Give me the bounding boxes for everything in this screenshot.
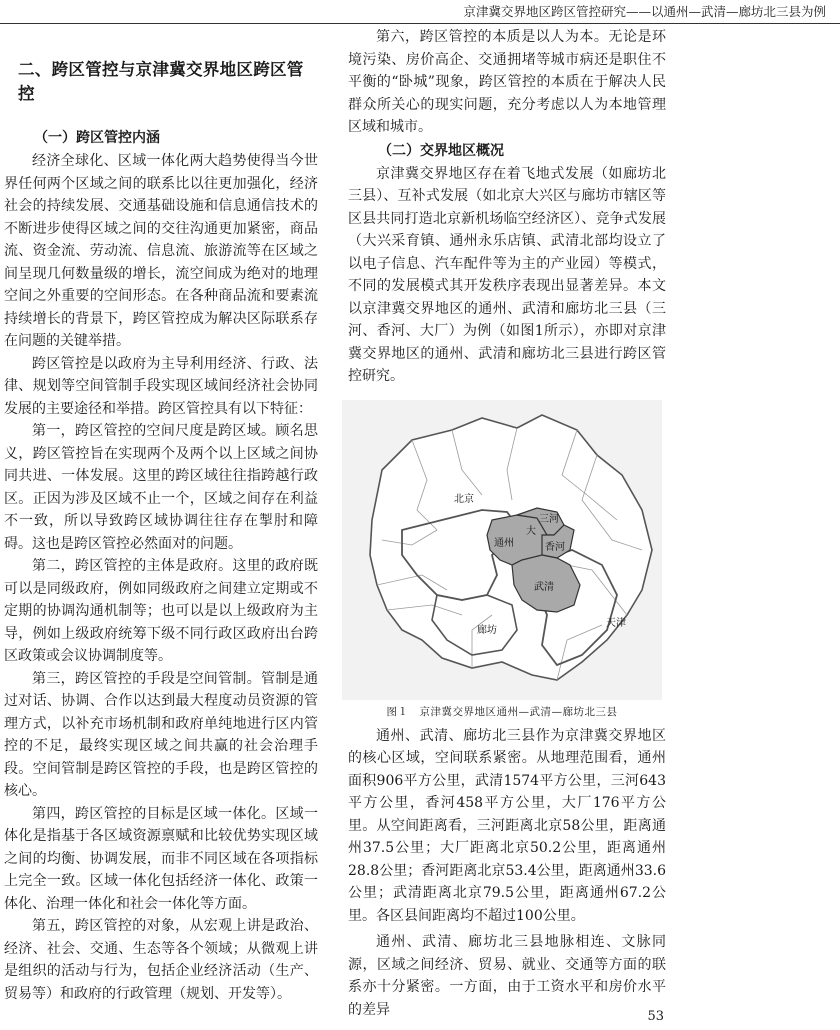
map-label-xianghe: 香河	[545, 541, 565, 553]
map-label-tianjin: 天津	[606, 617, 626, 629]
map-label-langfang: 廊坊	[477, 624, 497, 636]
paragraph: 京津冀交界地区存在着飞地式发展（如廊坊北三县）、互补式发展（如北京大兴区与廊坊市辖区等区县共同打造北京新机场临空经济区）、竞争式发展（大兴采育镇、通州永乐店镇、武清北部均设立了以电子信息、汽车配件等为主的产业园）等模式，不同的发展模式其开发秩序表现出显著差异。本文以京津冀交界地区的通州、武清和廊坊北三县（三河、香河、大厂）为例（如图1所示），亦即对京津冀交界地区的通州、武清和廊坊北三县进行跨区管控研究。	[348, 165, 666, 384]
paragraph: 通州、武清、廊坊北三县地脉相连、文脉同源，区域之间经济、贸易、就业、交通等方面的联系亦十分紧密。一方面，由于工资水平和房价水平的差异	[348, 934, 666, 1018]
paragraph: 第六，跨区管控的本质是以人为本。无论是环境污染、房价高企、交通拥堵等城市病还是职住不平衡的“卧城”现象，跨区管控的本质在于解决人民群众所关心的现实问题，充分考虑以人为本地管理区域和城市。	[348, 29, 666, 135]
paragraph: 第四，跨区管控的目标是区域一体化。区域一体化是指基于各区域资源禀赋和比较优势实现区域之间的均衡、协调发展，而非不同区域在各项指标上完全一致。区域一体化包括经济一体化、政策一体化、治理一体化和社会一体化等方面。	[4, 805, 318, 912]
map-svg	[342, 400, 662, 700]
running-title: 京津冀交界地区跨区管控研究——以通州—武清—廊坊北三县为例	[463, 4, 826, 19]
map-label-beijing: 北京	[454, 493, 474, 505]
paragraph: 第五，跨区管控的对象，从宏观上讲是政治、经济、社会、交通、生态等各个领域；从微观上讲是组织的活动与行为，包括企业经济活动（生产、贸易等）和政府的行政管理（规划、开发等）。	[4, 918, 318, 1002]
subsection-heading-1: （一）跨区管控内涵	[34, 130, 160, 146]
page-number: 53	[647, 1009, 664, 1024]
section-heading: 二、跨区管控与京津冀交界地区跨区管控	[18, 60, 304, 103]
paragraph: 通州、武清、廊坊北三县作为京津冀交界地区的核心区域，空间联系紧密。从地理范围看，通州面积906平方公里，武清1574平方公里，三河643平方公里，香河458平方公里，大厂176平方公里。从空间距离看，三河距离北京58公里，距离通州37.5公里；大厂距离北京50.2公里，距离通州28.8公里；香河距离北京53.4公里，距离通州33.6公里；武清距离北京79.5公里，距离通州67.2公里。各区县间距离均不超过100公里。	[348, 727, 666, 924]
map-label-dachang: 大	[526, 525, 536, 537]
paragraph: 第二，跨区管控的主体是政府。这里的政府既可以是同级政府，例如同级政府之间建立定期或不定期的协调沟通机制等；也可以是以上级政府为主导，例如上级政府统筹下级不同行政区政府出台跨区政策或会议协调制度等。	[4, 558, 318, 664]
right-column	[348, 26, 666, 1021]
paragraph: 第三，跨区管控的手段是空间管制。管制是通过对话、协调、合作以达到最大程度动员资源的管理方式，以补充市场机制和政府单纯地进行区内管控的不足，最终实现区域之间共赢的社会治理手段。空间管制是跨区管控的手段，也是跨区管控的核心。	[4, 670, 318, 799]
map-label-wuqing: 武清	[534, 581, 554, 593]
figure-caption: 图１ 京津冀交界地区通州—武清—廊坊北三县	[386, 705, 618, 718]
header-rule	[0, 23, 840, 24]
running-header	[0, 0, 840, 24]
map-label-sanhe: 三河	[539, 513, 559, 525]
paragraph: 第一，跨区管控的空间尺度是跨区域。顾名思义，跨区管控旨在实现两个及两个以上区域之间协同共进、一体发展。这里的跨区域往往指跨越行政区。正因为涉及区域不止一个，区域之间存在利益不一致，所以导致跨区域协调往往存在掣肘和障碍。这也是跨区管控必然面对的问题。	[4, 423, 318, 552]
subsection-heading-2: （二）交界地区概况	[378, 142, 504, 159]
left-column	[4, 26, 318, 1005]
paragraph: 跨区管控是以政府为主导利用经济、行政、法律、规划等空间管制手段实现区域间经济社会协同发展的主要途径和举措。跨区管控具有以下特征：	[4, 355, 318, 417]
figure-map	[342, 400, 662, 725]
paragraph: 经济全球化、区域一体化两大趋势使得当今世界任何两个区域之间的联系比以往更加强化，经济社会的持续发展、交通基础设施和信息通信技术的不断进步使得区域之间的交往沟通更加紧密，商品流、资金流、劳动流、信息流、旅游流等在区域之间呈现几何数量级的增长，流空间成为绝对的地理空间之外重要的空间形态。在各种商品流和要素流持续增长的背景下，跨区管控成为解决区际联系存在问题的关键举措。	[4, 153, 318, 349]
map-label-tongzhou: 通州	[494, 537, 514, 549]
